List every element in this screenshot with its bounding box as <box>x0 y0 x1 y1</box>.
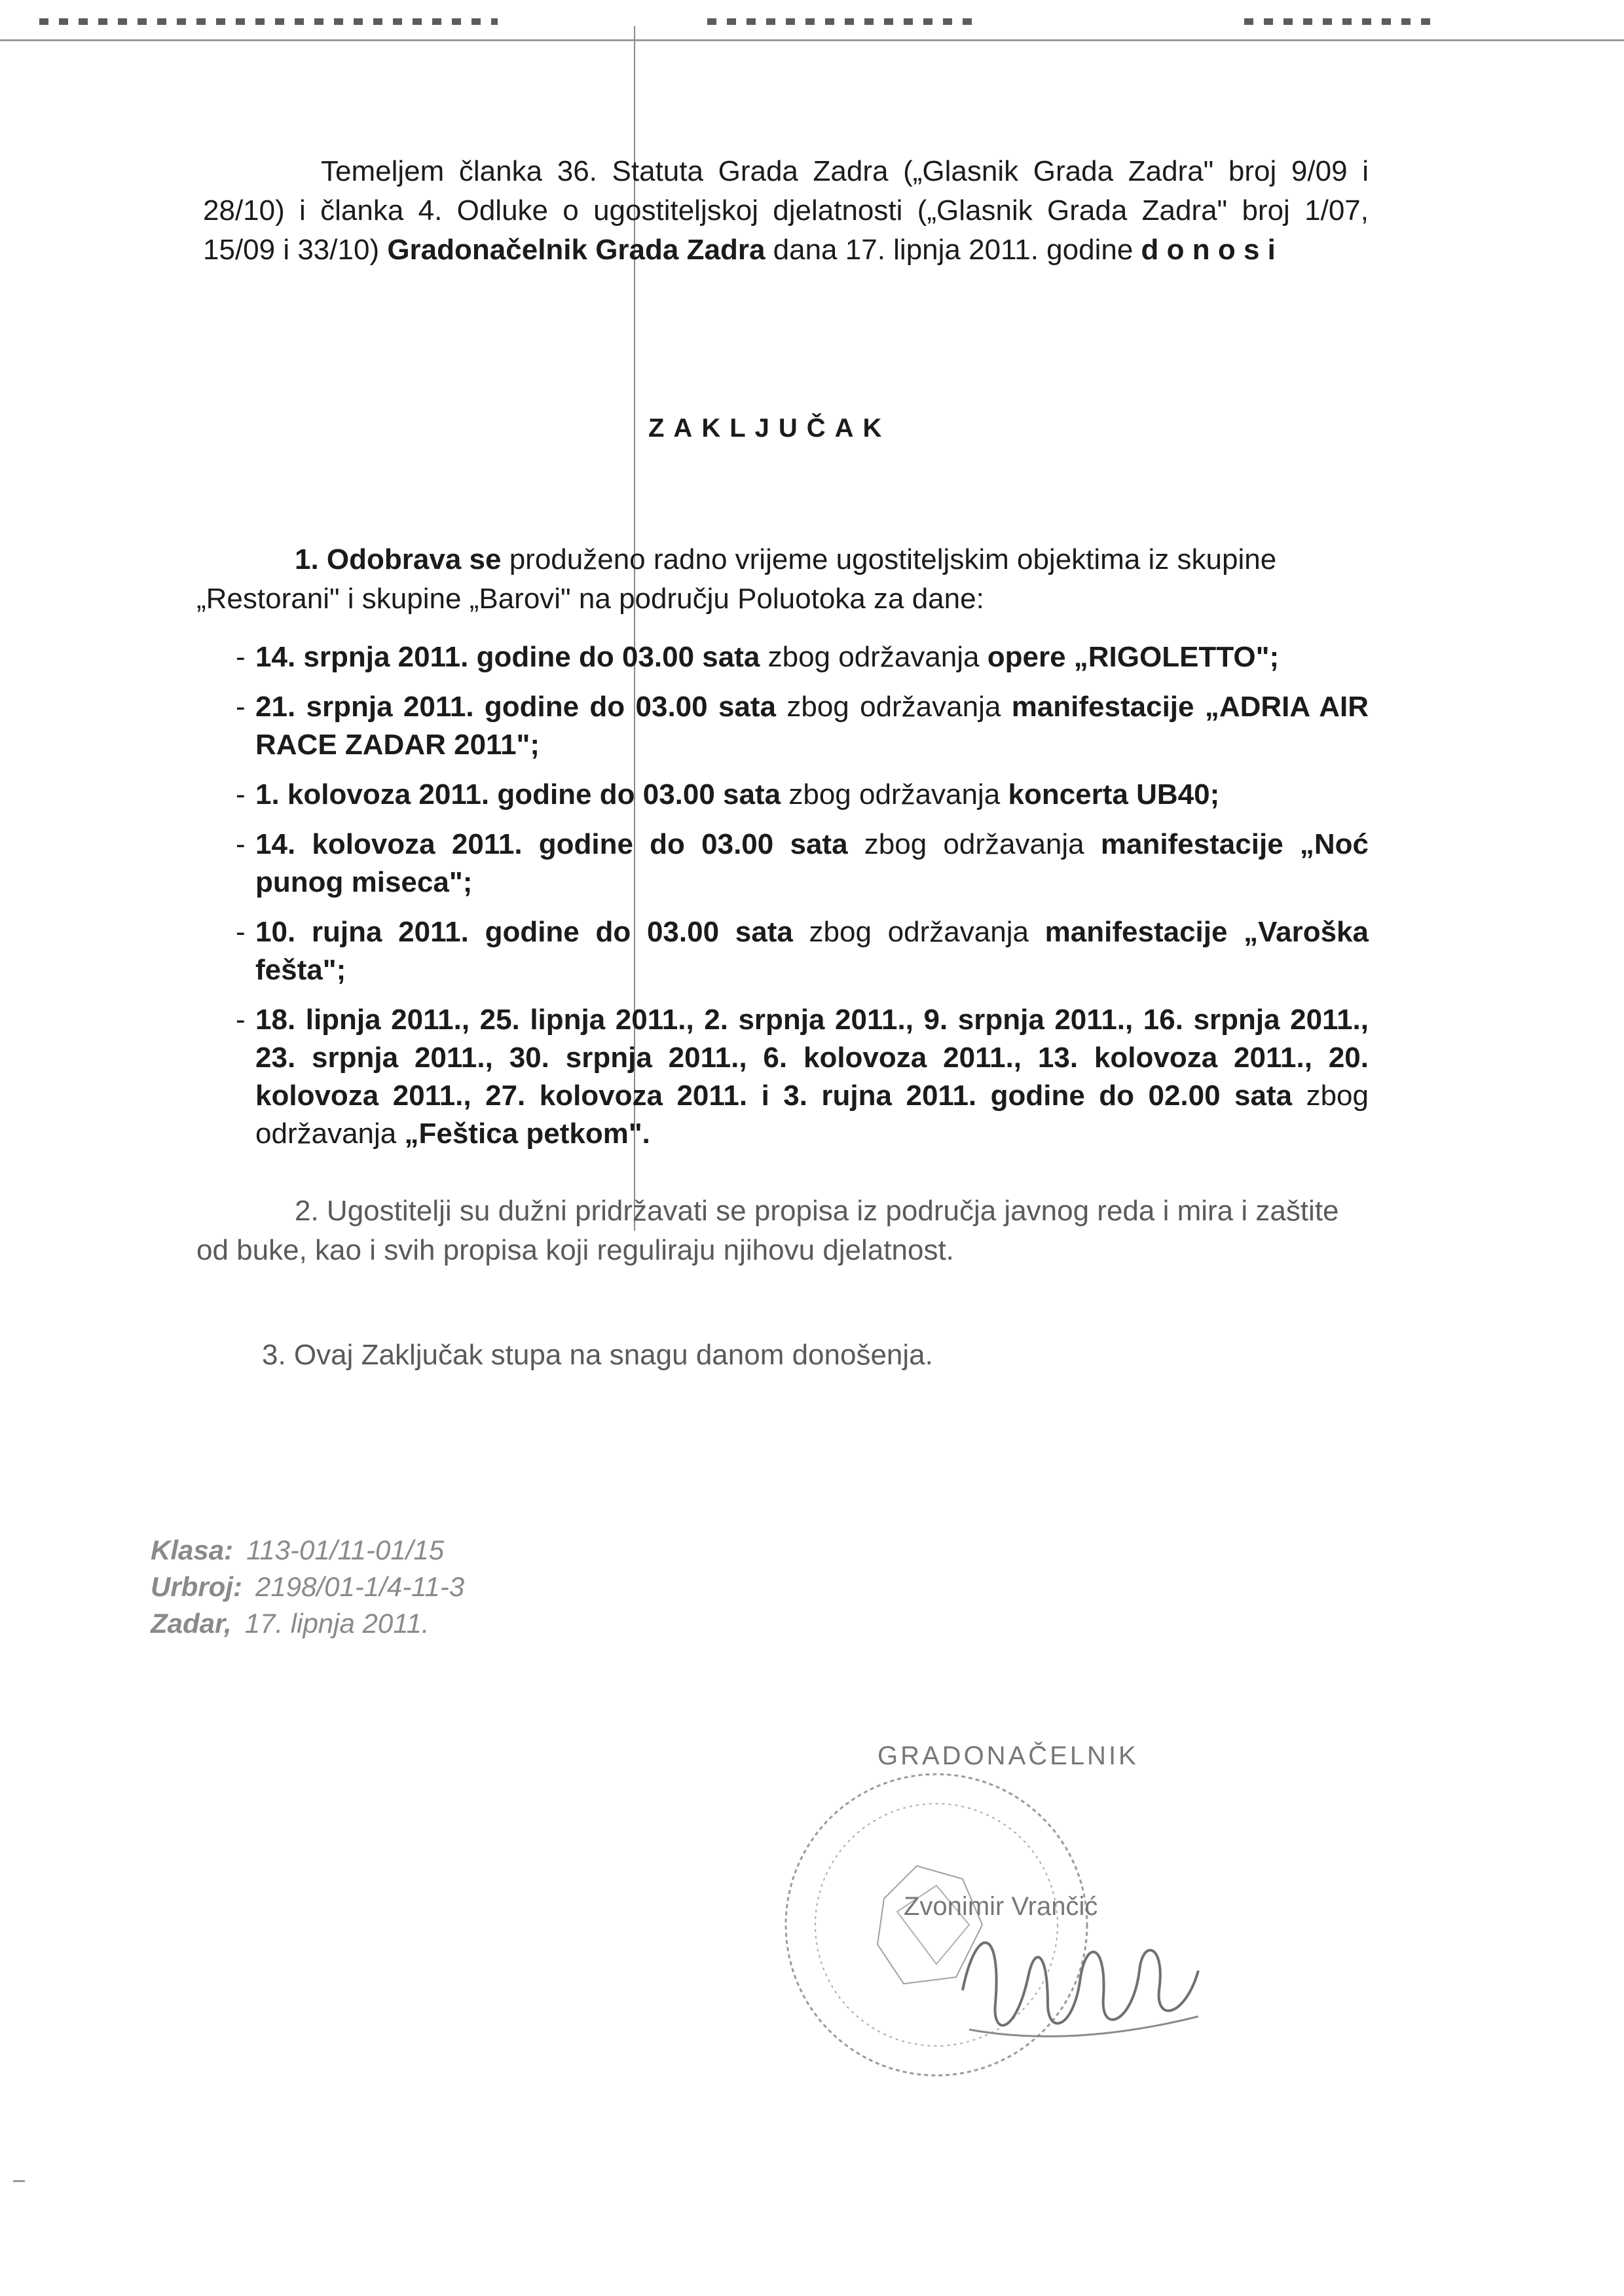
klasa-value: 113-01/11-01/15 <box>246 1535 445 1565</box>
document-metadata <box>151 1532 609 1642</box>
klasa-label: Klasa: <box>151 1535 234 1565</box>
preamble-date: dana 17. lipnja 2011. godine <box>765 234 1141 266</box>
preamble-paragraph <box>203 152 1369 270</box>
date-item <box>196 1001 1369 1153</box>
date-item-mid: zbog održavanja <box>760 641 987 673</box>
date-item <box>196 776 1369 814</box>
point-1-lead-rest: produženo radno vrijeme ugostiteljskim objektima iz skupine „Restorani" i skupine „Barovi" na području Poluotoka za dane: <box>196 543 1277 615</box>
date-item-event: manifestacije „Noć punog miseca"; <box>255 828 1369 898</box>
scan-margin-mark <box>13 2180 25 2182</box>
date-item-event: koncerta UB40; <box>1008 778 1220 811</box>
dates-list <box>196 638 1369 1153</box>
preamble-mayor: Gradonačelnik Grada Zadra <box>387 234 766 266</box>
dash: - <box>236 1004 246 1036</box>
date-item-date: 18. lipnja 2011., 25. lipnja 2011., 2. srpnja 2011., 9. srpnja 2011., 16. srpnja 2011., 23. srpnja 2011., 30. srpnja 2011., 6. kolovoza 2011., 13. kolovoza 2011., 20. kolovoza 2011., 27. kolovoza 2011. i 3. rujna 2011. godine do 02.00 sata <box>255 1004 1369 1112</box>
fax-header-strip <box>0 0 1624 41</box>
date-item-event: „Feštica petkom". <box>404 1118 650 1150</box>
dash: - <box>236 916 246 948</box>
date-item <box>196 826 1369 902</box>
date-item-mid: zbog održavanja <box>781 778 1008 811</box>
dash: - <box>236 641 246 673</box>
point-2-text: 2. Ugostitelji su dužni pridržavati se propisa iz područja javnog reda i mira i zaštite od buke, kao i svih propisa koji reguliraju njihovu djelatnost. <box>196 1195 1339 1266</box>
preamble-donosi: d o n o s i <box>1141 234 1276 266</box>
date-item-date: 1. kolovoza 2011. godine do 03.00 sata <box>255 778 781 811</box>
date-item-mid: zbog održavanja <box>776 691 1012 723</box>
fax-header-dots-left <box>39 18 498 25</box>
date-item-date: 21. srpnja 2011. godine do 03.00 sata <box>255 691 777 723</box>
place-date-value: 17. lipnja 2011. <box>244 1608 430 1639</box>
date-item <box>196 688 1369 764</box>
place-label: Zadar, <box>151 1608 232 1639</box>
date-item <box>196 638 1369 676</box>
date-item-event: manifestacije „ADRIA AIR RACE ZADAR 2011"; <box>255 691 1369 761</box>
handwritten-signature <box>963 1942 1198 2025</box>
dash: - <box>236 691 246 723</box>
official-seal-stamp <box>766 1728 1356 2147</box>
dash: - <box>236 828 246 860</box>
point-1-lead <box>196 540 1369 619</box>
signatory-name: Zvonimir Vrančić <box>904 1892 1098 1921</box>
document-title: ZAKLJUČAK <box>648 414 891 443</box>
date-item-mid: zbog održavanja <box>847 828 1101 860</box>
preamble-text: Temeljem članka 36. Statuta Grada Zadra („Glasnik Grada Zadra" broj 9/09 i 28/10) i članka 4. Odluke o ugostiteljskoj djelatnosti („Glasnik Grada Zadra" broj 1/07, 15/09 i 33/10) <box>203 155 1369 266</box>
date-item-event: opere „RIGOLETTO"; <box>987 641 1280 673</box>
date-item-date: 10. rujna 2011. godine do 03.00 sata <box>255 916 793 948</box>
point-2 <box>196 1192 1369 1270</box>
date-item-date: 14. srpnja 2011. godine do 03.00 sata <box>255 641 760 673</box>
fax-header-dots-center <box>707 18 982 25</box>
date-item-date: 14. kolovoza 2011. godine do 03.00 sata <box>255 828 848 860</box>
place-date-row <box>151 1605 609 1642</box>
urbroj-row <box>151 1569 609 1605</box>
klasa-row <box>151 1532 609 1569</box>
point-1 <box>196 540 1369 1165</box>
urbroj-value: 2198/01-1/4-11-3 <box>255 1571 465 1602</box>
date-item <box>196 913 1369 989</box>
point-3: 3. Ovaj Zaključak stupa na snagu danom donošenja. <box>262 1339 933 1371</box>
date-item-mid: zbog održavanja <box>255 1080 1369 1150</box>
date-item-mid: zbog održavanja <box>792 916 1045 948</box>
urbroj-label: Urbroj: <box>151 1571 242 1602</box>
dash: - <box>236 778 246 811</box>
date-item-event: manifestacije „Varoška fešta"; <box>255 916 1369 986</box>
signatory-title: GRADONAČELNIK <box>877 1741 1139 1770</box>
point-1-lead-bold: 1. Odobrava se <box>295 543 502 575</box>
signature-block <box>766 1728 1356 2147</box>
fax-header-dots-right <box>1244 18 1441 25</box>
